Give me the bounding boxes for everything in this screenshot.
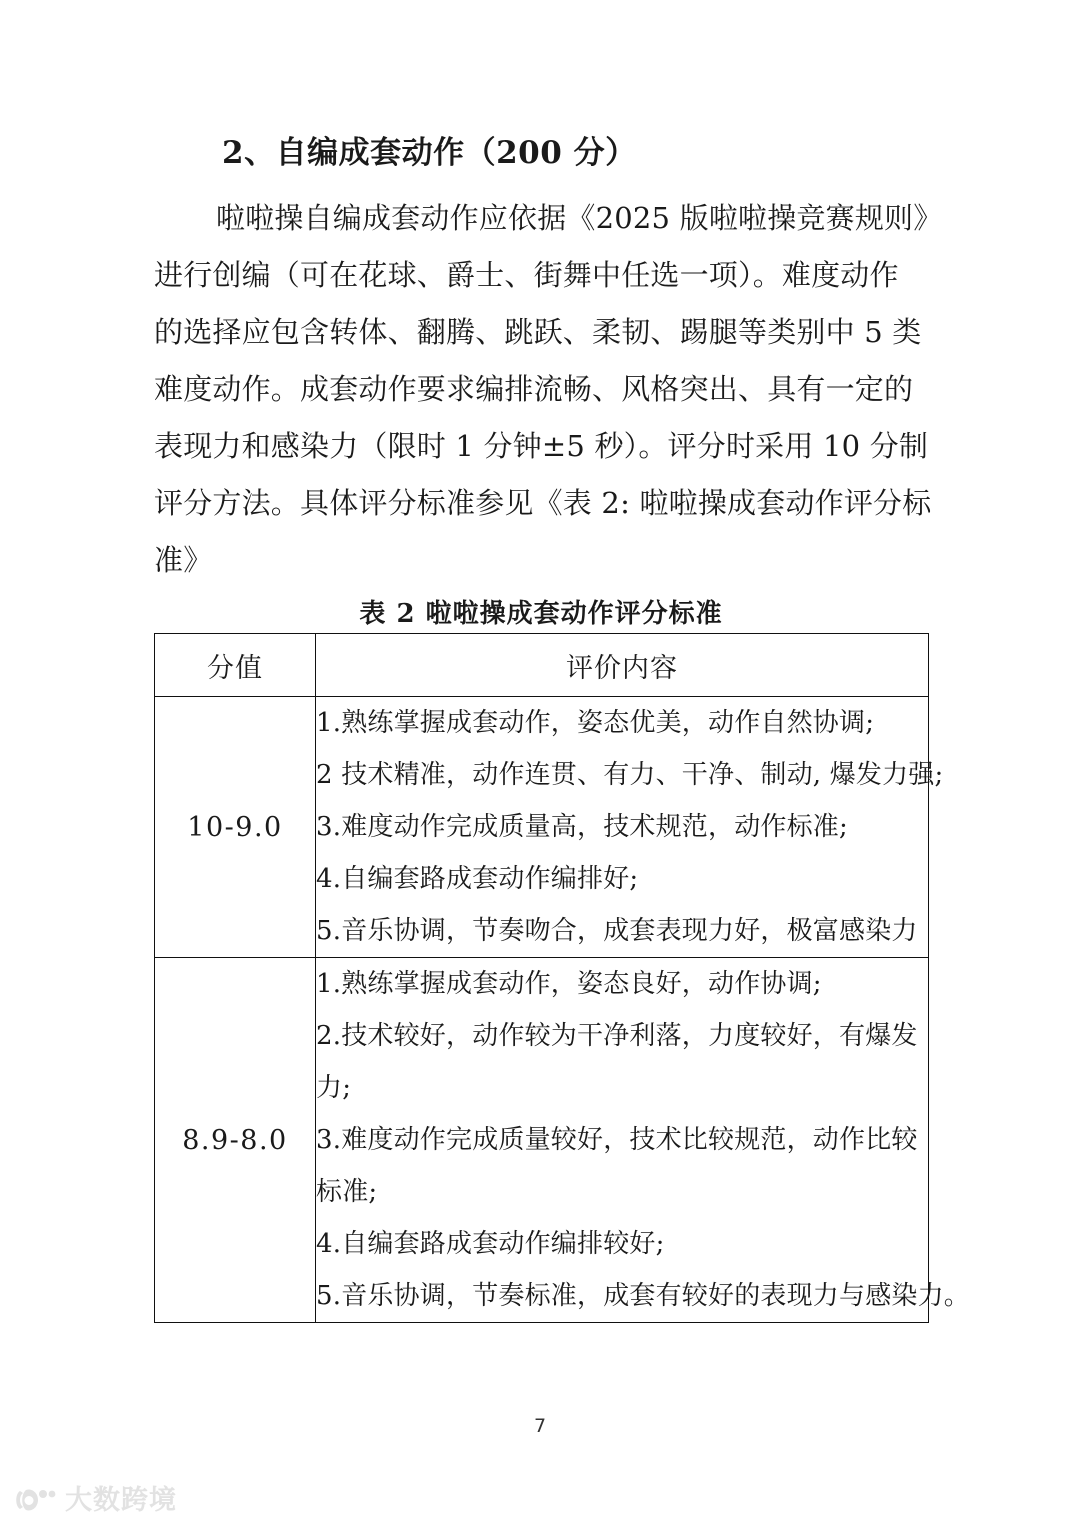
paragraph-line: 准》 bbox=[154, 543, 213, 577]
paragraph-line: 表现力和感染力（限时 1 分钟±5 秒）。评分时采用 10 分制 bbox=[154, 429, 929, 463]
paragraph-line: 评分方法。具体评分标准参见《表 2: 啦啦操成套动作评分标 bbox=[154, 486, 932, 520]
table-header bbox=[155, 634, 929, 697]
scoring-criteria-table bbox=[154, 633, 971, 1323]
criteria-line: 4.自编套路成套动作编排好; bbox=[316, 864, 639, 894]
criteria-cell bbox=[316, 697, 944, 958]
criteria-line: 3.难度动作完成质量较好，技术比较规范，动作比较 bbox=[316, 1125, 918, 1155]
table-row bbox=[155, 958, 929, 1323]
score-range-cell: 10-9.0 bbox=[155, 697, 316, 958]
criteria-line: 2 技术精准，动作连贯、有力、干净、制动, 爆发力强; bbox=[316, 760, 944, 790]
criteria-line: 1.熟练掌握成套动作，姿态良好，动作协调; bbox=[316, 969, 822, 999]
criteria-cell bbox=[316, 958, 971, 1323]
criteria-line: 力; bbox=[316, 1073, 352, 1103]
body-paragraph bbox=[154, 190, 943, 589]
criteria-line: 4.自编套路成套动作编排较好; bbox=[316, 1229, 665, 1259]
criteria-line: 5.音乐协调，节奏标准，成套有较好的表现力与感染力。 bbox=[316, 1281, 971, 1311]
paragraph-line: 进行创编（可在花球、爵士、街舞中任选一项）。难度动作 bbox=[154, 258, 899, 292]
criteria-line: 标准; bbox=[316, 1177, 378, 1207]
column-header-criteria: 评价内容 bbox=[316, 634, 929, 697]
criteria-line: 5.音乐协调，节奏吻合，成套表现力好，极富感染力 bbox=[316, 916, 918, 946]
page-number: 7 bbox=[533, 1415, 547, 1437]
watermark-label: 大数跨境 bbox=[65, 1484, 177, 1516]
paragraph-line: 啦啦操自编成套动作应依据《2025 版啦啦操竞赛规则》 bbox=[216, 201, 943, 235]
logo-mark-icon bbox=[14, 1485, 56, 1515]
table-header-row bbox=[155, 634, 929, 697]
table-row bbox=[155, 697, 929, 958]
criteria-line: 2.技术较好，动作较为干净利落，力度较好，有爆发 bbox=[316, 1021, 918, 1051]
column-header-score: 分值 bbox=[155, 634, 316, 697]
paragraph-line: 难度动作。成套动作要求编排流畅、风格突出、具有一定的 bbox=[154, 372, 914, 406]
page-title: 2、自编成套动作（200 分） bbox=[222, 135, 637, 171]
table-body bbox=[155, 697, 971, 1323]
table-caption: 表 2 啦啦操成套动作评分标准 bbox=[359, 599, 723, 629]
score-range-cell: 8.9-8.0 bbox=[155, 958, 316, 1323]
criteria-line: 1.熟练掌握成套动作，姿态优美，动作自然协调; bbox=[316, 708, 875, 738]
watermark bbox=[14, 1485, 177, 1515]
paragraph-line: 的选择应包含转体、翻腾、跳跃、柔韧、踢腿等类别中 5 类 bbox=[154, 315, 922, 349]
criteria-line: 3.难度动作完成质量高，技术规范，动作标准; bbox=[316, 812, 848, 842]
